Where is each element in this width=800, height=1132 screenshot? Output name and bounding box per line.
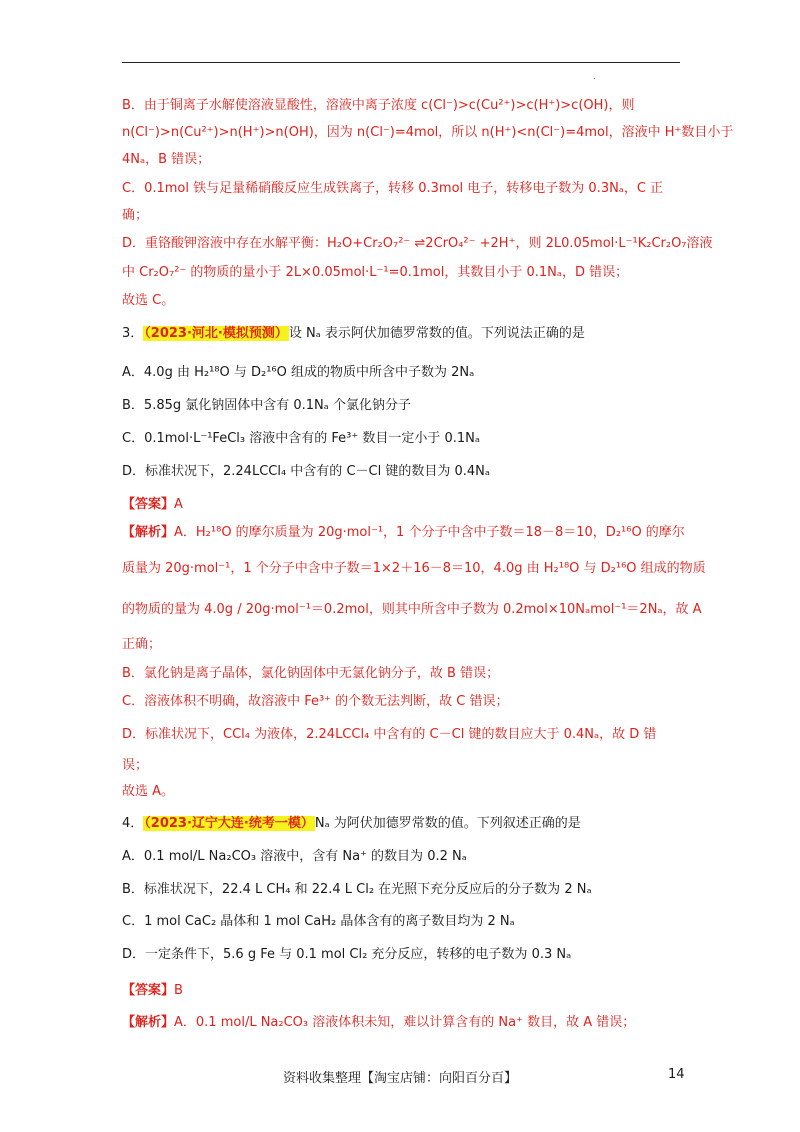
text-line [122, 235, 713, 253]
question-number: 4． [122, 816, 144, 831]
text-line [122, 815, 702, 833]
text-line [122, 1014, 702, 1032]
text-line [122, 325, 702, 343]
text-line [122, 180, 702, 198]
question-source-highlight: （2023·辽宁大连·统考一模） [144, 816, 314, 831]
text-line [122, 848, 702, 866]
section-tag: 【解析】 [122, 525, 175, 540]
text-line [122, 601, 702, 619]
question-number: 3． [122, 326, 144, 341]
line-text: 故选 C。 [122, 293, 175, 308]
header-dot: . [593, 72, 596, 81]
line-text: A．0.1 mol/L Na₂CO₃ 溶液中，含有 Na⁺ 的数目为 0.2 Nₐ [122, 849, 467, 864]
line-text: 质量为 20g·mol⁻¹，1 个分子中含中子数＝1×2＋16－8＝10，4.0g 由 H₂¹⁸O 与 D₂¹⁶O 组成的物质 [122, 561, 706, 576]
line-text: A．H₂¹⁸O 的摩尔质量为 20g·mol⁻¹，1 个分子中含中子数＝18－8＝10，D₂¹⁶O 的摩尔 [174, 525, 685, 540]
text-line [122, 97, 702, 115]
line-text: 误； [122, 758, 149, 773]
section-tag: 【解析】 [122, 1015, 175, 1030]
text-line [122, 292, 702, 310]
text-line [122, 757, 702, 775]
text-line [122, 636, 702, 654]
text-line [122, 430, 702, 448]
line-text: 4Nₐ，B 错误； [122, 152, 211, 167]
text-line [122, 124, 734, 142]
line-text: D．标准状况下，2.24LCCl₄ 中含有的 C－Cl 键的数目为 0.4Nₐ [122, 464, 490, 479]
line-text: 确； [122, 208, 149, 223]
text-line [122, 665, 702, 683]
line-text: B．氯化钠是离子晶体，氯化钠固体中无氯化钠分子，故 B 错误； [122, 666, 500, 681]
line-text: 中 Cr₂O₇²⁻ 的物质的量小于 2L×0.05mol·L⁻¹=0.1mol，其数目小于 0.1Nₐ，D 错误； [122, 265, 629, 280]
text-line [122, 946, 702, 964]
line-text: D．一定条件下，5.6 g Fe 与 0.1 mol Cl₂ 充分反应，转移的电子数为 0.3 Nₐ [122, 947, 572, 962]
line-text: C．0.1mol·L⁻¹FeCl₃ 溶液中含有的 Fe³⁺ 数目一定小于 0.1Nₐ [122, 431, 480, 446]
text-line [122, 524, 702, 542]
text-line [122, 207, 702, 225]
line-text: 的物质的量为 4.0g / 20g·mol⁻¹＝0.2mol，则其中所含中子数为 0.2mol×10Nₐmol⁻¹＝2Nₐ，故 A [122, 602, 702, 617]
line-text: B．5.85g 氯化钠固体中含有 0.1Nₐ 个氯化钠分子 [122, 398, 412, 413]
section-tag: 【答案】 [122, 497, 175, 512]
line-text: C．溶液体积不明确，故溶液中 Fe³⁺ 的个数无法判断，故 C 错误； [122, 694, 509, 709]
text-line [122, 560, 706, 578]
text-line [122, 151, 702, 169]
text-line [122, 982, 702, 1000]
text-line [122, 364, 702, 382]
line-text: A．0.1 mol/L Na₂CO₃ 溶液体积未知，难以计算含有的 Na⁺ 数目，故 A 错误； [174, 1015, 636, 1030]
section-tag: 【答案】 [122, 983, 175, 998]
line-text: B．标准状况下，22.4 L CH₄ 和 22.4 L Cl₂ 在光照下充分反应后的分子数为 2 Nₐ [122, 882, 592, 897]
page-number: 14 [668, 1067, 685, 1082]
text-line [122, 726, 702, 744]
line-text: C．1 mol CaC₂ 晶体和 1 mol CaH₂ 晶体含有的离子数目均为 2 Nₐ [122, 914, 515, 929]
line-text: n(Cl⁻)>n(Cu²⁺)>n(H⁺)>n(OH)，因为 n(Cl⁻)=4mol，所以 n(H⁺)<n(Cl⁻)=4mol，溶液中 H⁺数目小于 [122, 125, 734, 140]
text-line [122, 783, 702, 801]
line-text: 正确； [122, 637, 162, 652]
line-text: D．重铬酸钾溶液中存在水解平衡：H₂O+Cr₂O₇²⁻ ⇌2CrO₄²⁻ +2H⁺，则 2L0.05mol·L⁻¹K₂Cr₂O₇溶液 [122, 236, 713, 251]
text-line [122, 913, 702, 931]
line-text: A．4.0g 由 H₂¹⁸O 与 D₂¹⁶O 组成的物质中所含中子数为 2Nₐ [122, 365, 475, 380]
footer-text: 资料收集整理【淘宝店铺：向阳百分百】 [282, 1071, 517, 1086]
line-text: D．标准状况下，CCl₄ 为液体，2.24LCCl₄ 中含有的 C－Cl 键的数目应大于 0.4Nₐ，故 D 错 [122, 727, 657, 742]
line-text: Nₐ 为阿伏加德罗常数的值。下列叙述正确的是 [314, 816, 581, 831]
line-text: C．0.1mol 铁与足量稀硝酸反应生成铁离子，转移 0.3mol 电子，转移电子数为 0.3Nₐ，C 正 [122, 181, 664, 196]
line-text: B [174, 983, 183, 998]
text-line [122, 397, 702, 415]
question-source-highlight: （2023·河北·模拟预测） [144, 326, 288, 341]
header-rule [122, 62, 680, 63]
line-text: 设 Nₐ 表示阿伏加德罗常数的值。下列说法正确的是 [288, 326, 585, 341]
text-line [122, 693, 702, 711]
line-text: B．由于铜离子水解使溶液显酸性，溶液中离子浓度 c(Cl⁻)>c(Cu²⁺)>c(H⁺)>c(OH)，则 [122, 98, 635, 113]
text-line [122, 496, 702, 514]
line-text: A [174, 497, 183, 512]
text-line [122, 881, 702, 899]
text-line [122, 264, 702, 282]
text-line [122, 463, 702, 481]
line-text: 故选 A。 [122, 784, 175, 799]
